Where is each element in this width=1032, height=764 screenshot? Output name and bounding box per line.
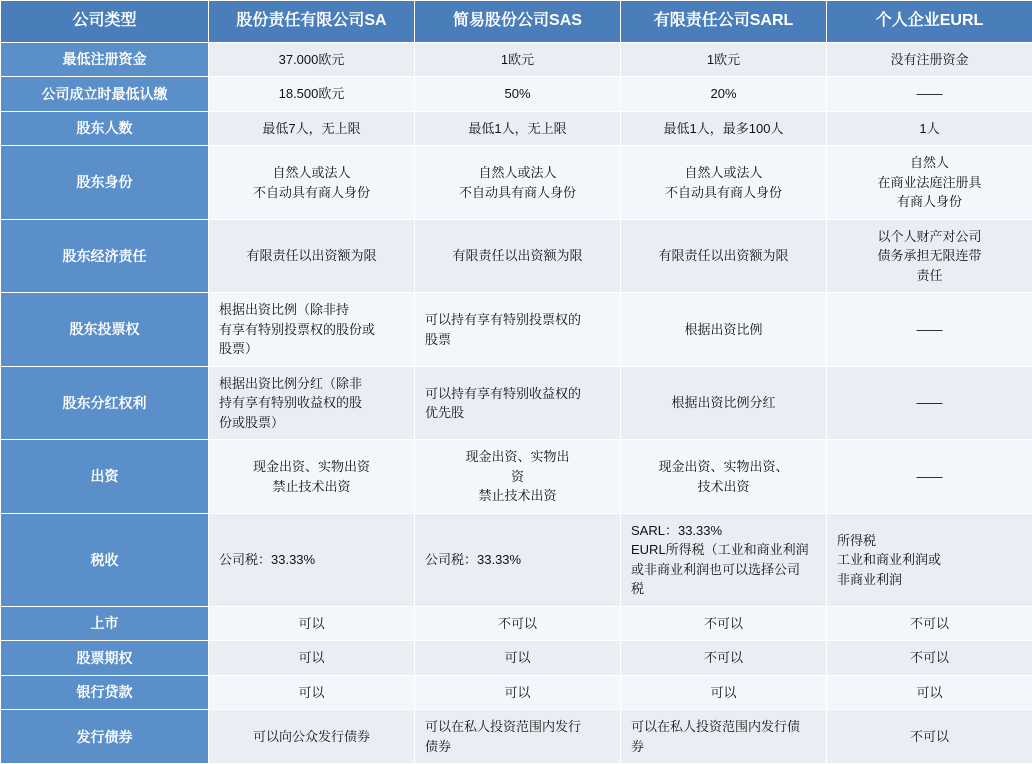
table-cell: 不可以 [827,710,1032,764]
row-label: 股票期权 [1,641,209,676]
table-cell: 不可以 [415,606,621,641]
table-cell: —— [827,366,1032,440]
row-label: 银行贷款 [1,675,209,710]
header-cell-0: 公司类型 [1,1,209,43]
table-cell: 不可以 [621,641,827,676]
table-cell: 可以向公众发行债券 [209,710,415,764]
table-cell: 根据出资比例分红（除非 持有享有特别收益权的股 份或股票） [209,366,415,440]
row-label: 股东人数 [1,111,209,146]
table-cell: 有限责任以出资额为限 [415,219,621,293]
table-cell: 根据出资比例分红 [621,366,827,440]
table-cell: 不可以 [827,641,1032,676]
table-cell: 可以持有享有特别投票权的 股票 [415,293,621,367]
row-label: 股东投票权 [1,293,209,367]
table-cell: 现金出资、实物出资、 技术出资 [621,440,827,514]
table-cell: 可以 [827,675,1032,710]
table-cell: 50% [415,77,621,112]
table-cell: 自然人或法人 不自动具有商人身份 [621,146,827,220]
table-cell: 不可以 [827,606,1032,641]
table-cell: 最低7人，无上限 [209,111,415,146]
table-cell: 可以 [209,675,415,710]
header-cell-4: 个人企业EURL [827,1,1032,43]
row-label: 出资 [1,440,209,514]
table-cell: 自然人或法人 不自动具有商人身份 [209,146,415,220]
table-cell: 现金出资、实物出 资 禁止技术出资 [415,440,621,514]
table-cell: 公司税：33.33% [415,513,621,606]
table-header-row [1,1,1032,43]
table-cell: 没有注册资金 [827,42,1032,77]
row-label: 股东经济责任 [1,219,209,293]
table-row [1,146,1032,220]
table-row [1,710,1032,764]
table-row [1,219,1032,293]
table-row [1,366,1032,440]
row-label: 税收 [1,513,209,606]
table-cell: 1欧元 [621,42,827,77]
table-cell: 有限责任以出资额为限 [621,219,827,293]
table-row [1,440,1032,514]
table-cell: SARL：33.33% EURL所得税（工业和商业利润 或非商业利润也可以选择公司 税 [621,513,827,606]
table-cell: 所得税 工业和商业利润或 非商业利润 [827,513,1032,606]
table-cell: 可以持有享有特别收益权的 优先股 [415,366,621,440]
table-cell: 37.000欧元 [209,42,415,77]
table-cell: —— [827,293,1032,367]
header-cell-2: 简易股份公司SAS [415,1,621,43]
header-cell-3: 有限责任公司SARL [621,1,827,43]
table-cell: 有限责任以出资额为限 [209,219,415,293]
table-row [1,675,1032,710]
table-body [1,42,1032,764]
row-label: 发行债券 [1,710,209,764]
table-cell: 公司税：33.33% [209,513,415,606]
table-cell: 18.500欧元 [209,77,415,112]
table-row [1,293,1032,367]
table-cell: 最低1人，无上限 [415,111,621,146]
row-label: 股东身份 [1,146,209,220]
table-row [1,111,1032,146]
table-cell: —— [827,77,1032,112]
table-cell: 自然人 在商业法庭注册具 有商人身份 [827,146,1032,220]
table-cell: 可以 [621,675,827,710]
table-cell: 根据出资比例（除非持 有享有特别投票权的股份或 股票） [209,293,415,367]
table-cell: 可以在私人投资范围内发行债 券 [621,710,827,764]
table-cell: 可以在私人投资范围内发行 债券 [415,710,621,764]
table-cell: 自然人或法人 不自动具有商人身份 [415,146,621,220]
table-cell: 最低1人，最多100人 [621,111,827,146]
table-cell: —— [827,440,1032,514]
table-cell: 20% [621,77,827,112]
table-row [1,513,1032,606]
table-row [1,77,1032,112]
header-cell-1: 股份责任有限公司SA [209,1,415,43]
table-cell: 1欧元 [415,42,621,77]
table-row [1,606,1032,641]
table-row [1,42,1032,77]
row-label: 上市 [1,606,209,641]
table-row [1,641,1032,676]
table-cell: 以个人财产对公司 债务承担无限连带 责任 [827,219,1032,293]
table-cell: 可以 [209,606,415,641]
table-cell: 1人 [827,111,1032,146]
table-cell: 现金出资、实物出资 禁止技术出资 [209,440,415,514]
row-label: 股东分红权利 [1,366,209,440]
row-label: 最低注册资金 [1,42,209,77]
row-label: 公司成立时最低认缴 [1,77,209,112]
table-cell: 可以 [209,641,415,676]
table-cell: 根据出资比例 [621,293,827,367]
table-cell: 可以 [415,641,621,676]
table-cell: 可以 [415,675,621,710]
table-cell: 不可以 [621,606,827,641]
